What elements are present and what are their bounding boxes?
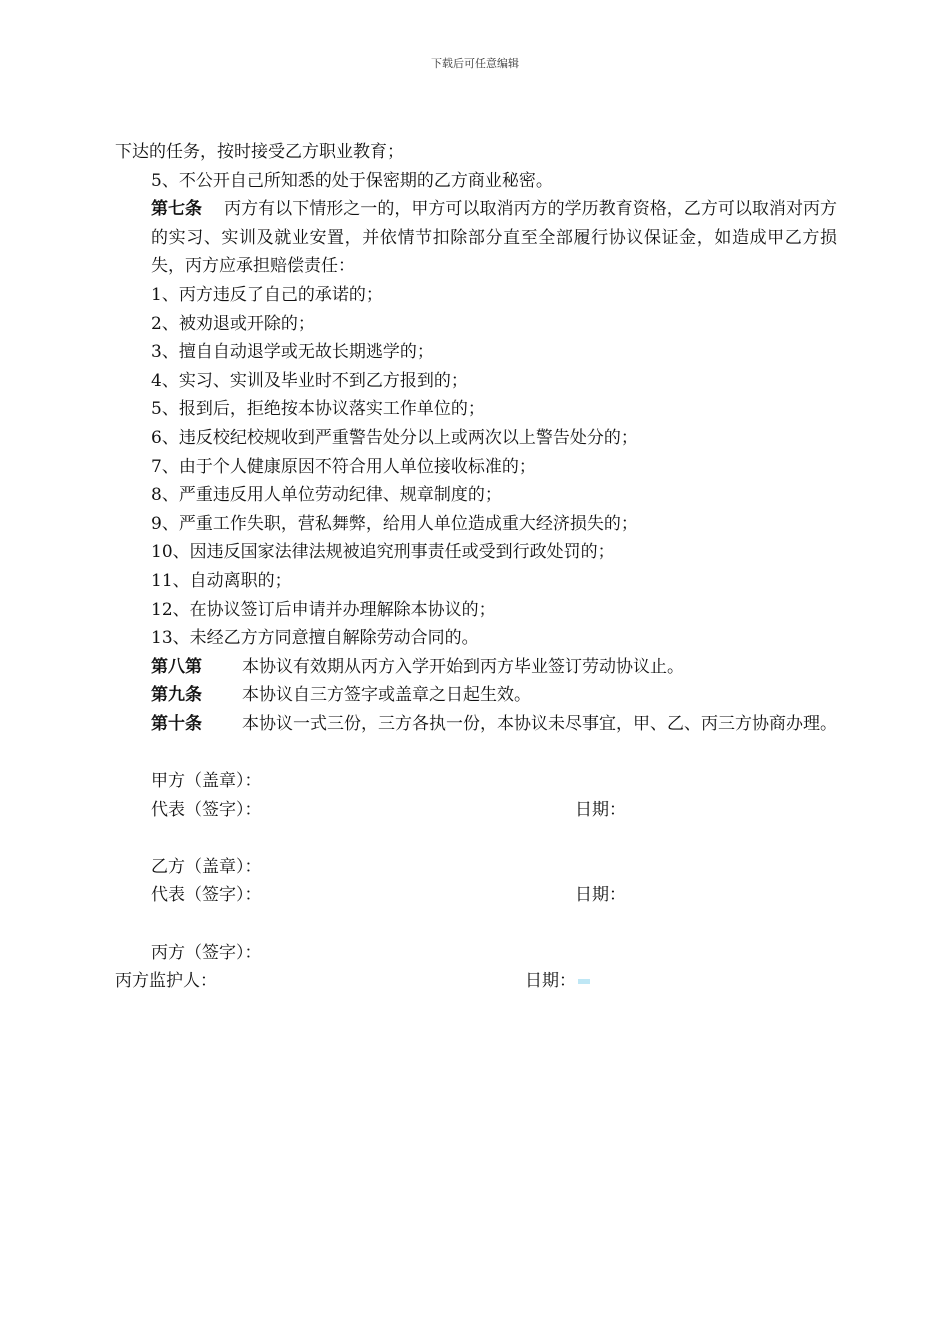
article-8-text: 本协议有效期从丙方入学开始到丙方毕业签订劳动协议止。 (242, 656, 684, 677)
party-c-sign-line (115, 939, 837, 968)
list-item: 13、未经乙方方同意擅自解除劳动合同的。 (151, 628, 479, 649)
list-item: 7、由于个人健康原因不符合用人单位接收标准的； (151, 456, 536, 477)
party-c-guardian-label: 丙方监护人： (115, 971, 217, 992)
party-b-date-label: 日期： (575, 885, 626, 906)
list-item: 3、擅自自动退学或无故长期逃学的； (151, 342, 434, 363)
article-9-text: 本协议自三方签字或盖章之日起生效。 (242, 685, 531, 706)
list-item: 12、在协议签订后申请并办理解除本协议的； (151, 599, 496, 620)
article-7 (115, 195, 837, 281)
list-item: 11、自动离职的； (151, 570, 292, 591)
article-9 (115, 681, 837, 710)
list-item: 2、被劝退或开除的； (151, 313, 315, 334)
party-b-rep-line (115, 881, 837, 910)
article-10-title: 第十条 (151, 713, 202, 734)
article-10-text: 本协议一式三份，三方各执一份，本协议未尽事宜，甲、乙、丙三方协商办理。 (242, 713, 837, 734)
list-item: 9、严重工作失职，营私舞弊，给用人单位造成重大经济损失的； (151, 513, 638, 534)
article-10 (115, 710, 837, 739)
article-7-title: 第七条 (151, 199, 203, 220)
list-item: 4、实习、实训及毕业时不到乙方报到的； (151, 370, 468, 391)
party-b-seal-label: 乙方（盖章）： (151, 856, 262, 877)
page-header: 下载后可任意编辑 (431, 57, 519, 70)
paragraph-line: 5、不公开自己所知悉的处于保密期的乙方商业秘密。 (151, 170, 553, 191)
party-c-sign-label: 丙方（签字）： (151, 942, 262, 963)
list-item: 10、因违反国家法律法规被追究刑事责任或受到行政处罚的； (151, 542, 615, 563)
party-a-seal-line (115, 767, 837, 796)
party-a-rep-label: 代表（签字）： (151, 799, 262, 820)
party-a-rep-line (115, 796, 837, 825)
party-c-guardian-line (115, 967, 837, 996)
party-a-date-label: 日期： (575, 799, 626, 820)
highlight-mark (578, 979, 590, 984)
article-7-text: 丙方有以下情形之一的，甲方可以取消丙方的学历教育资格，乙方可以取消对丙方的实习、实训及就业安置，并依情节扣除部分直至全部履行协议保证金，如造成甲乙方损失，丙方应承担赔偿责任： (151, 199, 837, 277)
article-7-items (115, 281, 837, 653)
list-item: 1、丙方违反了自己的承诺的； (151, 284, 383, 305)
party-c-date (525, 967, 590, 996)
party-b-rep-label: 代表（签字）： (151, 885, 262, 906)
party-a-seal-label: 甲方（盖章）： (151, 771, 262, 792)
list-item: 8、严重违反用人单位劳动纪律、规章制度的； (151, 485, 502, 506)
list-item: 6、违反校纪校规收到严重警告处分以上或两次以上警告处分的； (151, 427, 638, 448)
document-body (115, 138, 837, 996)
party-b-seal-line (115, 853, 837, 882)
article-8-title: 第八第 (151, 656, 202, 677)
list-item: 5、报到后，拒绝按本协议落实工作单位的； (151, 399, 485, 420)
paragraph-line: 下达的任务，按时接受乙方职业教育； (115, 142, 404, 162)
article-9-title: 第九条 (151, 685, 202, 706)
article-8 (115, 653, 837, 682)
party-c-date-label: 日期： (525, 971, 576, 992)
